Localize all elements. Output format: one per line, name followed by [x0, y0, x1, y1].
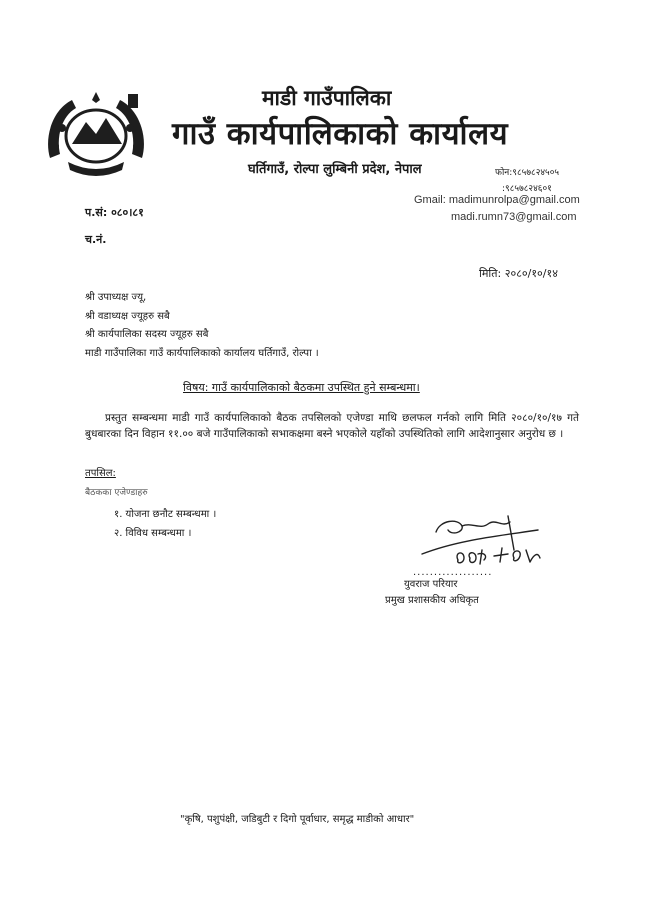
letter-body: प्रस्तुत सम्बन्धमा माडी गाउँ कार्यपालिकाको बैठक तपसिलको एजेण्डा माथि छलफल गर्नको लागि मिति २०८०/१०/१७ गते बुधबारका दिन विहान ११.०० बजे गाउँपालिकाको सभाकक्षमा बस्ने भएकोले यहाँको उपस्थितिको लागि आदेशानुसार अनुरोध छ । — [85, 412, 579, 440]
recipient-line: श्री वडाध्यक्ष ज्यूहरु सबै — [85, 311, 170, 322]
recipient-line: श्री उपाध्यक्ष ज्यू, — [85, 292, 147, 303]
footer-motto: "कृषि, पशुपंक्षी, जडिबुटी र दिगो पूर्वाधार, समृद्ध माडीको आधार" — [180, 814, 415, 825]
signature-line: ................... — [413, 567, 493, 578]
tapasil-heading: तपसिल: — [85, 468, 116, 479]
dispatch-number: च.नं. — [85, 233, 107, 246]
email-address: madi.rumn73@gmail.com — [451, 211, 577, 223]
agenda-item: १. योजना छनौट सम्बन्धमा । — [114, 509, 217, 520]
office-address: घर्तिगाउँ, रोल्पा लुम्बिनी प्रदेश, नेपाल — [248, 162, 422, 177]
letter-subject: विषय: गाउँ कार्यपालिकाको बैठकमा उपस्थित हुने सम्बन्धमा। — [183, 381, 420, 394]
nepal-government-emblem-icon — [42, 88, 150, 180]
phone-number-2: :९८५७८२४६०१ — [502, 184, 552, 194]
reference-number: प.सं: ०८०।८१ — [85, 206, 144, 219]
recipient-line: श्री कार्यपालिका सदस्य ज्यूहरु सबै — [85, 329, 209, 340]
municipality-name: माडी गाउँपालिका — [262, 86, 392, 110]
recipient-line: माडी गाउँपालिका गाउँ कार्यपालिकाको कार्यालय घर्तिगाउँ, रोल्पा । — [85, 348, 319, 359]
office-title: गाउँ कार्यपालिकाको कार्यालय — [172, 116, 509, 152]
handwritten-signature — [418, 510, 558, 574]
signer-name: युवराज परियार — [404, 579, 458, 590]
agenda-label: बैठकका एजेण्डाहरु — [85, 488, 148, 498]
letter-date: मिति: २०८०/१०/१४ — [479, 267, 558, 280]
agenda-item: २. विविध सम्बन्धमा । — [114, 528, 192, 539]
signer-title: प्रमुख प्रशासकीय अधिकृत — [385, 595, 479, 606]
gmail-address: Gmail: madimunrolpa@gmail.com — [414, 194, 580, 206]
phone-number-1: फोन:९८५७८२४५०५ — [495, 168, 560, 178]
